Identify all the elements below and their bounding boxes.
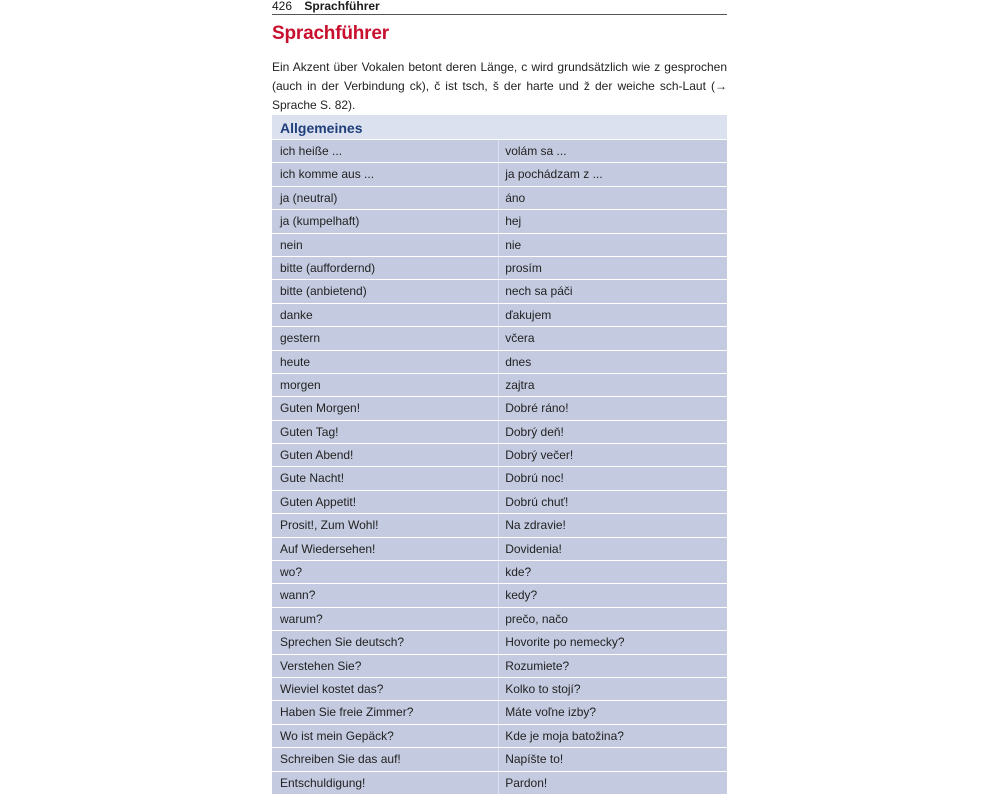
german-phrase: Guten Appetit! [272,491,498,513]
table-row [272,350,727,373]
slovak-phrase: ďakujem [499,304,727,326]
german-phrase: ja (kumpelhaft) [272,210,498,232]
table-row [272,513,727,536]
german-phrase: Auf Wiedersehen! [272,538,498,560]
table-row [272,490,727,513]
table-row [272,256,727,279]
slovak-phrase: Kolko to stojí? [499,678,727,700]
slovak-phrase: prosím [499,257,727,279]
german-phrase: danke [272,304,498,326]
german-phrase: nein [272,234,498,256]
table-row [272,420,727,443]
german-phrase: ich komme aus ... [272,163,498,185]
running-head [272,0,727,15]
table-row [272,443,727,466]
table-row [272,279,727,302]
slovak-phrase: Rozumiete? [499,655,727,677]
table-row [272,303,727,326]
table-row [272,677,727,700]
german-phrase: heute [272,351,498,373]
slovak-phrase: Máte voľne izby? [499,701,727,723]
german-phrase: Guten Tag! [272,421,498,443]
slovak-phrase: dnes [499,351,727,373]
slovak-phrase: volám sa ... [499,140,727,162]
table-row [272,654,727,677]
german-phrase: Schreiben Sie das auf! [272,748,498,770]
table-row [272,326,727,349]
phrase-rows [272,139,727,794]
slovak-phrase: nie [499,234,727,256]
table-row [272,747,727,770]
table-row [272,139,727,162]
german-phrase: Guten Morgen! [272,397,498,419]
slovak-phrase: Dobré ráno! [499,397,727,419]
german-phrase: Prosit!, Zum Wohl! [272,514,498,536]
german-phrase: Wieviel kostet das? [272,678,498,700]
german-phrase: gestern [272,327,498,349]
german-phrase: Verstehen Sie? [272,655,498,677]
german-phrase: ja (neutral) [272,187,498,209]
table-row [272,186,727,209]
section-heading: Allgemeines [280,120,363,136]
phrase-table [272,115,727,794]
table-row [272,560,727,583]
slovak-phrase: kedy? [499,584,727,606]
slovak-phrase: Napíšte to! [499,748,727,770]
intro-paragraph: Ein Akzent über Vokalen betont deren Länge, c wird grundsätzlich wie z gesprochen (auch in der Verbindung ck), č ist tsch, š der harte und ž der weiche sch-Laut (→ Sprache S. 82). [272,60,727,112]
table-row [272,537,727,560]
slovak-phrase: nech sa páči [499,280,727,302]
slovak-phrase: Dovidenia! [499,538,727,560]
slovak-phrase: kde? [499,561,727,583]
slovak-phrase: áno [499,187,727,209]
german-phrase: wann? [272,584,498,606]
table-row [272,466,727,489]
running-title: Sprachführer [304,0,380,13]
table-row [272,373,727,396]
table-row [272,771,727,794]
table-row [272,162,727,185]
table-row [272,607,727,630]
german-phrase: Wo ist mein Gepäck? [272,725,498,747]
german-phrase: bitte (anbietend) [272,280,498,302]
german-phrase: warum? [272,608,498,630]
slovak-phrase: ja pochádzam z ... [499,163,727,185]
slovak-phrase: Dobrú noc! [499,467,727,489]
table-row [272,724,727,747]
slovak-phrase: Na zdravie! [499,514,727,536]
german-phrase: Gute Nacht! [272,467,498,489]
table-row [272,396,727,419]
german-phrase: Entschuldigung! [272,772,498,794]
german-phrase: morgen [272,374,498,396]
page-title: Sprachführer [272,23,389,44]
slovak-phrase: Dobrý večer! [499,444,727,466]
slovak-phrase: Kde je moja batožina? [499,725,727,747]
slovak-phrase: včera [499,327,727,349]
german-phrase: ich heiße ... [272,140,498,162]
table-row [272,233,727,256]
slovak-phrase: prečo, načo [499,608,727,630]
slovak-phrase: Dobrú chuť! [499,491,727,513]
german-phrase: Haben Sie freie Zimmer? [272,701,498,723]
table-row [272,630,727,653]
slovak-phrase: Pardon! [499,772,727,794]
table-row [272,583,727,606]
german-phrase: Guten Abend! [272,444,498,466]
german-phrase: bitte (auffordernd) [272,257,498,279]
slovak-phrase: Dobrý deň! [499,421,727,443]
table-row [272,700,727,723]
slovak-phrase: Hovorite po nemecky? [499,631,727,653]
table-row [272,209,727,232]
page-number: 426 [272,0,293,13]
slovak-phrase: zajtra [499,374,727,396]
slovak-phrase: hej [499,210,727,232]
book-page [272,0,727,800]
german-phrase: wo? [272,561,498,583]
german-phrase: Sprechen Sie deutsch? [272,631,498,653]
